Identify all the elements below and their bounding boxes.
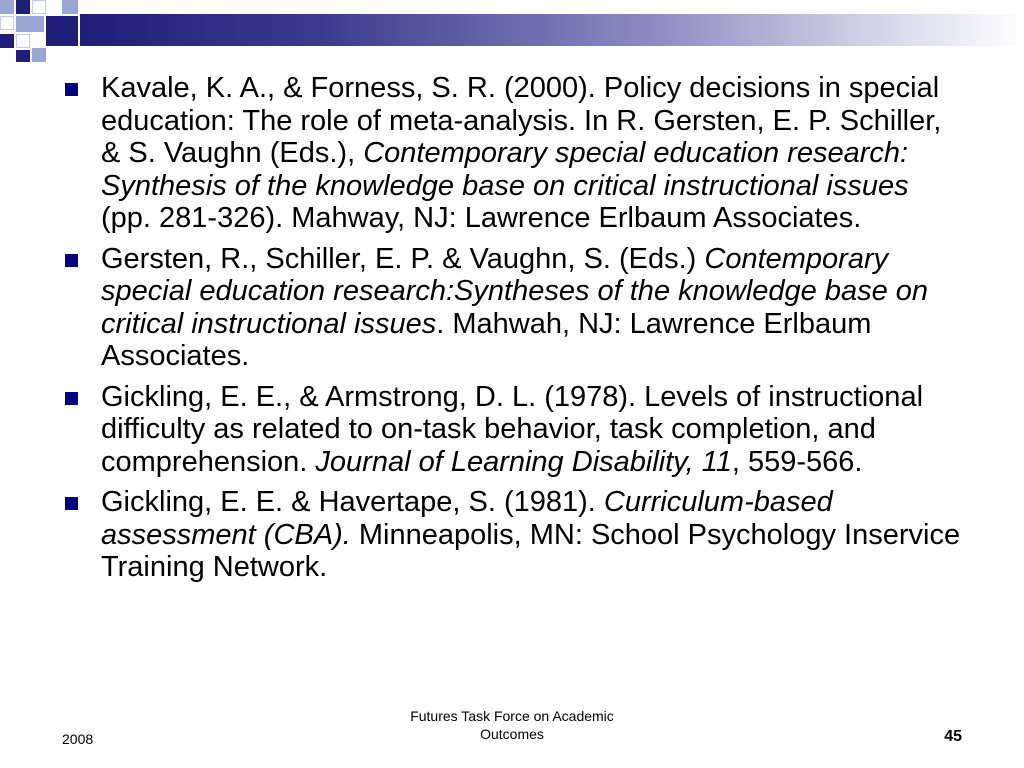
- header-square: [32, 48, 46, 62]
- footer-date: 2008: [62, 731, 94, 747]
- square-bullet-icon: [65, 254, 78, 267]
- reference-item: [60, 243, 965, 373]
- header-square: [16, 34, 30, 48]
- header-square: [46, 16, 78, 46]
- reference-text: Gickling, E. E., & Armstrong, D. L. (1978). Levels of instructional difficulty as related to on-task behavior, task completion, and comprehension. Journal of Learning Disability, 11, 559-566.: [101, 380, 924, 478]
- reference-item: [60, 381, 965, 479]
- header-gradient-bar: [80, 14, 1024, 46]
- header-square: [16, 0, 30, 14]
- header-square: [16, 16, 44, 32]
- header-square: [0, 0, 14, 14]
- reference-text: Gickling, E. E. & Havertape, S. (1981). Curriculum-based assessment (CBA). Minneapolis, MN: School Psychology Inservice Training Network.: [101, 486, 961, 583]
- reference-list: [60, 72, 965, 592]
- square-bullet-icon: [65, 83, 78, 96]
- reference-item: [60, 486, 965, 584]
- header-square: [32, 0, 46, 14]
- footer-title-line: Futures Task Force on Academic: [410, 708, 614, 724]
- slide-header-decoration: [0, 0, 1024, 64]
- footer-title: [362, 707, 662, 743]
- header-square: [16, 50, 30, 62]
- page-number: 45: [944, 728, 962, 745]
- header-square: [62, 0, 78, 14]
- reference-text: Kavale, K. A., & Forness, S. R. (2000). Policy decisions in special education: The role of meta-analysis. In R. Gersten, E. P. Schiller, & S. Vaughn (Eds.), Contemporary special education research: Synthesis of the knowledge base on critical instructional issues (pp. 281-326). Mahway, NJ: Lawrence Erlbaum Associates.: [101, 72, 942, 234]
- footer-title-line: Outcomes: [480, 726, 544, 742]
- header-square: [0, 16, 14, 30]
- reference-item: [60, 72, 965, 235]
- header-square: [0, 34, 14, 48]
- reference-text: Gersten, R., Schiller, E. P. & Vaughn, S. (Eds.) Contemporary special education research:Syntheses of the knowledge base on critical instructional issues. Mahwah, NJ: Lawrence Erlbaum Associates.: [101, 242, 929, 372]
- square-bullet-icon: [65, 497, 78, 510]
- square-bullet-icon: [65, 392, 78, 405]
